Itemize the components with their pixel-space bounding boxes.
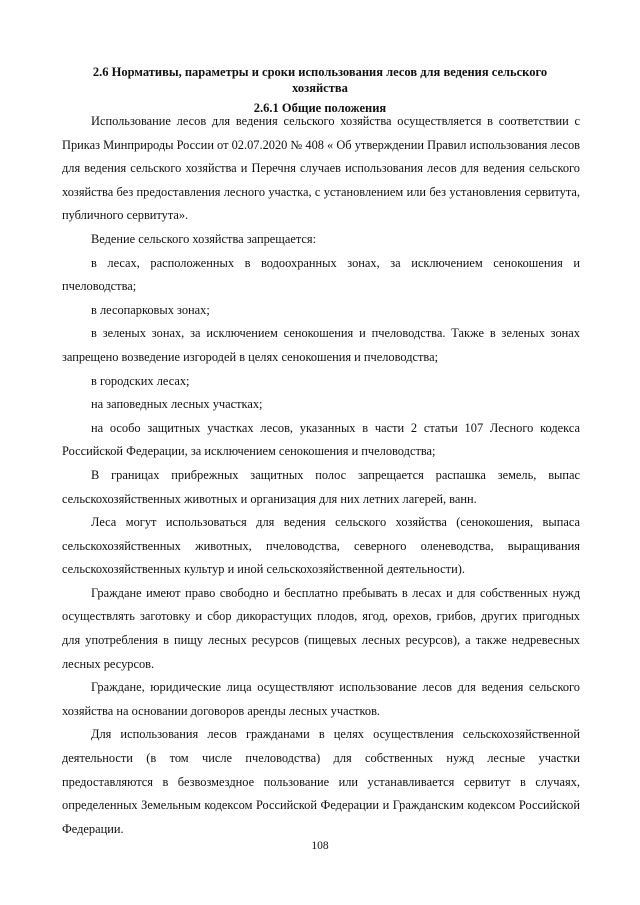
paragraph: Леса могут использоваться для ведения сельского хозяйства (сенокошения, выпаса сельскохозяйственных животных, пчеловодства, северного оленеводства, выращивания сельскохозяйственных культур и иной сельскохозяйственной деятельности). [62,515,580,577]
page-number: 108 [311,840,329,852]
section-title: 2.6 Нормативы, параметры и сроки использования лесов для ведения сельского хозяйства [92,65,548,95]
paragraph: в лесах, расположенных в водоохранных зонах, за исключением сенокошения и пчеловодства; [62,255,580,294]
document-body [62,110,580,841]
paragraph: в лесопарковых зонах; [91,302,210,317]
subsection-title: 2.6.1 Общие положения [253,101,387,115]
paragraph: Ведение сельского хозяйства запрещается: [91,231,317,246]
paragraph: В границах прибрежных защитных полос запрещается распашка земель, выпас сельскохозяйственных животных и организация для них летних лагерей, ванн. [62,467,580,506]
paragraph: на особо защитных участках лесов, указанных в части 2 статьи 107 Лесного кодекса Российской Федерации, за исключением сенокошения и пчеловодства; [62,420,580,459]
paragraph: в городских лесах; [91,373,190,388]
paragraph: Для использования лесов гражданами в целях осуществления сельскохозяйственной деятельности (в том числе пчеловодства) для собственных нужд лесные участки предоставляются в безвозмездное пользование или устанавливается сервитут в случаях, определенных Земельным кодексом Российской Федерации и Гражданским кодексом Российской Федерации. [62,727,580,836]
paragraph: на заповедных лесных участках; [91,397,263,412]
paragraph: Граждане имеют право свободно и бесплатно пребывать в лесах и для собственных нужд осуществлять заготовку и сбор дикорастущих плодов, ягод, орехов, грибов, других пригодных для употребления в пищу лесных ресурсов (пищевых лесных ресурсов), а также недревесных лесных ресурсов. [62,585,580,671]
paragraph: Граждане, юридические лица осуществляют использование лесов для ведения сельского хозяйства на основании договоров аренды лесных участков. [62,680,580,718]
paragraph: Использование лесов для ведения сельского хозяйства осуществляется в соответствии с Приказ Минприроды России от 02.07.2020 № 408 « Об утверждении Правил использования лесов для ведения сельского хозяйства и Перечня случаев использования лесов для ведения сельского хозяйства без предоставления лесного участка, с установлением или без установления сервитута, публичного сервитута». [62,114,580,223]
paragraph: в зеленых зонах, за исключением сенокошения и пчеловодства. Также в зеленых зонах запрещено возведение изгородей в целях сенокошения и пчеловодства; [62,326,580,364]
